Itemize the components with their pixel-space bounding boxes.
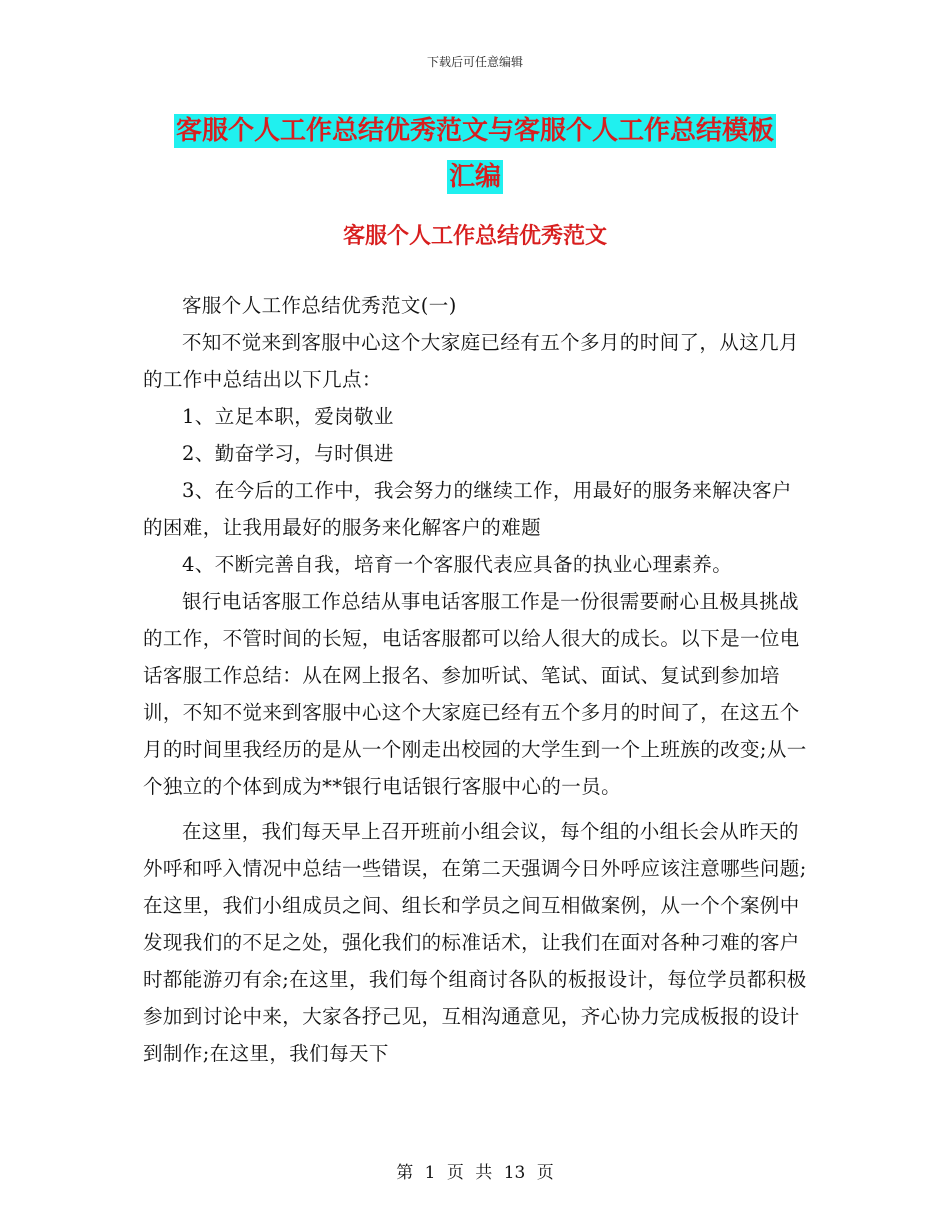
paragraph: 客服个人工作总结优秀范文(一) [182,294,457,317]
paragraph: 2、勤奋学习，与时俱进 [182,442,394,465]
paragraph: 银行电话客服工作总结从事电话客服工作是一份很需要耐心且极具挑战的工作，不管时间的长短，电话客服都可以给人很大的成长。以下是一位电话客服工作总结：从在网上报名、参加听试、笔试、面试、复试到参加培训，不知不觉来到客服中心这个大家庭已经有五个多月的时间了，在这五个月的时间里我经历的是从一个刚走出校园的大学生到一个上班族的改变;从一个独立的个体到成为**银行电话银行客服中心的一员。 [143,590,807,798]
document-body [143,287,811,1072]
main-title-line2: 汇编 [448,162,501,192]
main-title [0,108,950,200]
paragraph: 1、立足本职，爱岗敬业 [182,405,394,428]
paragraph: 3、在今后的工作中，我会努力的继续工作，用最好的服务来解决客户的困难，让我用最好的服务来化解客户的难题 [143,479,792,539]
paragraph: 在这里，我们每天早上召开班前小组会议，每个组的小组长会从昨天的外呼和呼入情况中总结一些错误，在第二天强调今日外呼应该注意哪些问题;在这里，我们小组成员之间、组长和学员之间互相做案例，从一个个案例中发现我们的不足之处，强化我们的标准话术，让我们在面对各种刁难的客户时都能游刃有余;在这里，我们每个组商讨各队的板报设计，每位学员都积极参加到讨论中来，大家各抒己见，互相沟通意见，齐心协力完成板报的设计到制作;在这里，我们每天下 [143,820,807,1065]
main-title-line1: 客服个人工作总结优秀范文与客服个人工作总结模板 [175,116,774,146]
page-footer: 第 1 页 共 13 页 [396,1163,554,1183]
paragraph: 不知不觉来到客服中心这个大家庭已经有五个多月的时间了，从这几月的工作中总结出以下几点： [143,331,799,391]
section-title: 客服个人工作总结优秀范文 [342,224,607,249]
paragraph: 4、不断完善自我，培育一个客服代表应具备的执业心理素养。 [182,553,733,576]
header-note: 下载后可任意编辑 [426,55,523,69]
